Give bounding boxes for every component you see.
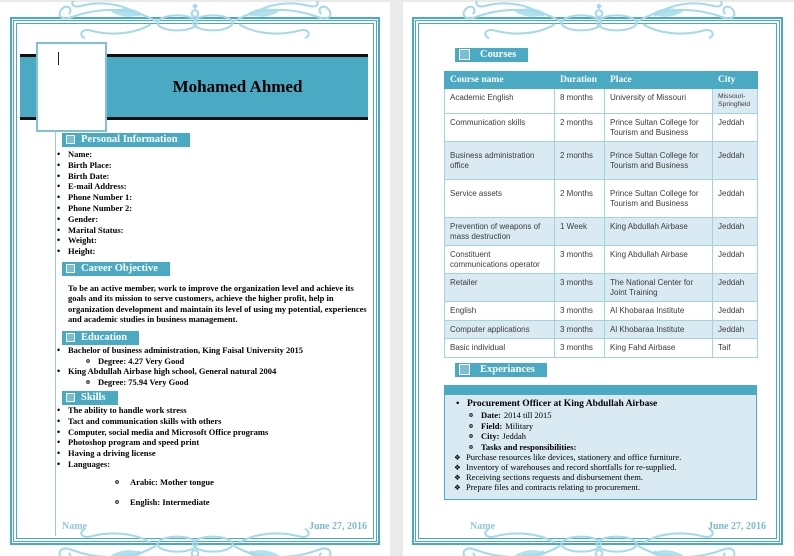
education-item — [55, 366, 370, 387]
course-name-cell: Communication skills — [445, 114, 555, 142]
languages-list — [55, 477, 370, 508]
section-header-experiences — [455, 363, 547, 377]
job-detail-item — [453, 421, 748, 432]
course-row — [445, 274, 758, 302]
job-detail-item — [453, 410, 748, 421]
personal-info-item: • Birth Place: — [55, 160, 132, 171]
top-flourish-ornament — [449, 1, 749, 41]
course-row — [445, 218, 758, 246]
course-duration-cell: 3 months — [555, 339, 605, 358]
education-item — [55, 345, 370, 366]
education-list — [55, 345, 370, 387]
resume-page-2 — [403, 2, 794, 556]
detail-label: Date: — [481, 410, 501, 420]
course-name-cell: Retailer — [445, 274, 555, 302]
section-title: Career Objective — [81, 263, 158, 274]
skill-item: • Tact and communication skills with others — [55, 416, 370, 427]
detail-value: Jeddah — [502, 431, 527, 442]
course-city-cell: Jeddah — [713, 114, 758, 142]
course-row — [445, 302, 758, 321]
footer-name-label: Name — [470, 521, 495, 532]
course-place-cell: University of Missouri — [605, 89, 713, 114]
course-duration-cell: 3 months — [555, 302, 605, 321]
detail-label: City: — [481, 431, 500, 442]
skill-item: • Computer, social media and Microsoft Office programs — [55, 427, 370, 438]
personal-info-item: • Weight: — [55, 235, 132, 246]
course-duration-cell: 3 months — [555, 246, 605, 274]
courses-table-header-row — [445, 72, 758, 89]
course-row — [445, 339, 758, 358]
course-city-cell: Jeddah — [713, 274, 758, 302]
courses-table-body — [445, 89, 758, 358]
job-detail-list — [453, 410, 748, 452]
section-title: Skills — [81, 392, 106, 403]
content-control-icon — [459, 49, 470, 60]
resume-page-1 — [0, 2, 390, 556]
skills-block — [0, 405, 390, 518]
experience-box — [444, 385, 757, 500]
column-header: Place — [605, 72, 713, 89]
course-place-cell: Prince Sultan College for Tourism and Business — [605, 114, 713, 142]
course-duration-cell: 8 months — [555, 89, 605, 114]
personal-info-item: • Phone Number 1: — [55, 192, 132, 203]
top-flourish-ornament — [45, 1, 345, 41]
course-duration-cell: 2 Months — [555, 180, 605, 218]
content-control-icon — [66, 393, 75, 402]
course-name-cell: Basic individual — [445, 339, 555, 358]
experience-box-topbar — [445, 386, 756, 395]
experience-box-body — [445, 395, 756, 499]
course-row — [445, 89, 758, 114]
course-place-cell: King Abdullah Airbase — [605, 246, 713, 274]
course-name-cell: Constituent communications operator — [445, 246, 555, 274]
career-objective-text: To be an active member, work to improve the organization level and achieve its goals and its mission to serve customers, achieve the higher profit, help in organization development and maintain its level of using my potential, experiences and academic studies in business management. — [68, 283, 367, 325]
course-name-cell: English — [445, 302, 555, 321]
column-header: Course name — [445, 72, 555, 89]
section-header-career-objective — [62, 262, 170, 276]
job-detail-item — [453, 431, 748, 442]
skill-item: • Photoshop program and speed print — [55, 437, 370, 448]
footer-name-label: Name — [62, 521, 87, 532]
content-control-icon — [459, 364, 470, 375]
course-duration-cell: 2 months — [555, 142, 605, 180]
course-row — [445, 114, 758, 142]
course-name-cell: Service assets — [445, 180, 555, 218]
course-city-cell: Missouri-Springfield — [713, 89, 758, 114]
course-place-cell: King Fahd Airbase — [605, 339, 713, 358]
task-item: ❖ Inventory of warehouses and record shortfalls for re-supplied. — [453, 463, 748, 473]
education-degree: • Bachelor of business administration, King Faisal University 2015 — [68, 345, 304, 355]
personal-info-item: • Name: — [55, 149, 132, 160]
personal-info-item: • E-mail Address: — [55, 181, 132, 192]
course-name-cell: Computer applications — [445, 320, 555, 339]
content-control-icon — [66, 333, 75, 342]
personal-info-item: • Marital Status: — [55, 225, 132, 236]
footer-date: June 27, 2016 — [308, 521, 367, 532]
course-city-cell: Jeddah — [713, 320, 758, 339]
course-row — [445, 180, 758, 218]
course-duration-cell: 3 months — [555, 320, 605, 339]
personal-info-list — [55, 149, 132, 257]
course-duration-cell: 2 months — [555, 114, 605, 142]
course-place-cell: Prince Sultan College for Tourism and Business — [605, 180, 713, 218]
education-grade: o Degree: 75.94 Very Good — [68, 377, 370, 388]
language-item: o Arabic: Mother tongue — [55, 477, 370, 488]
job-title: • Procurement Officer at King Abdullah Airbase — [453, 399, 748, 410]
skill-item: • Languages: — [55, 459, 370, 470]
content-control-icon — [66, 264, 75, 273]
section-title: Personal Information — [81, 134, 178, 145]
personal-info-item: • Phone Number 2: — [55, 203, 132, 214]
section-header-courses — [455, 48, 528, 62]
detail-label: Tasks and responsibilities: — [481, 441, 577, 452]
bottom-flourish-ornament — [45, 526, 345, 556]
course-duration-cell: 3 months — [555, 274, 605, 302]
photo-placeholder[interactable] — [36, 42, 107, 132]
course-place-cell: Prince Sultan College for Tourism and Business — [605, 142, 713, 180]
education-grade: o Degree: 4.27 Very Good — [68, 356, 370, 367]
course-duration-cell: 1 Week — [555, 218, 605, 246]
course-name-cell: Business administration office — [445, 142, 555, 180]
section-header-personal-information — [62, 133, 190, 147]
job-detail-item — [453, 442, 748, 453]
courses-table — [444, 71, 758, 358]
task-item: ❖ Receiving sections requests and disbursement them. — [453, 473, 748, 483]
course-city-cell: Jeddah — [713, 302, 758, 321]
text-cursor — [58, 52, 59, 65]
skill-item: • The ability to handle work stress — [55, 405, 370, 416]
section-title: Courses — [480, 49, 517, 60]
column-header: Duration — [555, 72, 605, 89]
section-header-education — [62, 331, 139, 345]
section-title: Education — [81, 332, 128, 343]
course-name-cell: Prevention of weapons of mass destruction — [445, 218, 555, 246]
personal-info-item: • Gender: — [55, 214, 132, 225]
skills-list — [55, 405, 370, 470]
course-city-cell: Jeddah — [713, 142, 758, 180]
section-header-skills — [62, 391, 118, 405]
column-header: City — [713, 72, 758, 89]
section-title: Experiances — [480, 364, 535, 375]
education-degree: • King Abdullah Airbase high school, General natural 2004 — [68, 366, 277, 377]
resume-name: Mohamed Ahmed — [172, 77, 303, 96]
task-list — [453, 453, 748, 492]
course-city-cell: Jeddah — [713, 246, 758, 274]
detail-value: Military — [505, 420, 534, 431]
course-city-cell: Jeddah — [713, 218, 758, 246]
task-item: ❖ Prepare files and contracts relating to procurement. — [453, 483, 748, 493]
course-city-cell: Taif — [713, 339, 758, 358]
course-name-cell: Academic English — [445, 89, 555, 114]
skill-item: • Having a driving license — [55, 448, 370, 459]
course-city-cell: Jeddah — [713, 180, 758, 218]
course-row — [445, 246, 758, 274]
course-row — [445, 142, 758, 180]
course-row — [445, 320, 758, 339]
personal-info-item: • Birth Date: — [55, 171, 132, 182]
footer-date: June 27, 2016 — [707, 521, 766, 532]
personal-info-item: • Height: — [55, 246, 132, 257]
course-place-cell: Al Khobaraa Institute — [605, 320, 713, 339]
course-place-cell: The National Center for Joint Training — [605, 274, 713, 302]
detail-label: Field: — [481, 420, 503, 431]
course-place-cell: Al Khobaraa Institute — [605, 302, 713, 321]
content-control-icon — [66, 135, 75, 144]
course-place-cell: King Abdullah Airbase — [605, 218, 713, 246]
detail-value: 2014 till 2015 — [503, 410, 552, 420]
language-item: o English: Intermediate — [55, 497, 370, 508]
task-item: ❖ Purchase resources like devices, stationery and office furniture. — [453, 453, 748, 463]
